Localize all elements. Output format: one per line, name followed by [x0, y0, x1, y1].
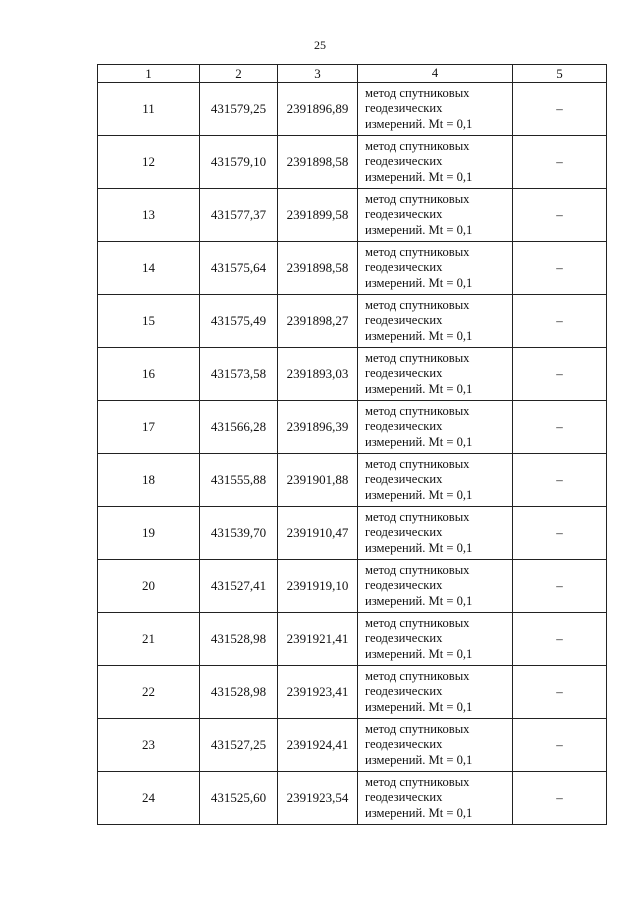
- table-row: [98, 772, 607, 825]
- method-line: геодезических: [365, 525, 443, 540]
- table-header: [98, 65, 607, 83]
- method-line: измерений. Mt = 0,1: [365, 434, 473, 449]
- table-row: [98, 348, 607, 401]
- x-coordinate-cell: 431575,49: [200, 295, 278, 348]
- method-line: измерений. Mt = 0,1: [365, 275, 473, 290]
- method-line: метод спутниковых: [365, 721, 470, 736]
- point-number-cell: 24: [98, 772, 200, 825]
- col5-dash: –: [556, 207, 563, 222]
- col5-dash: –: [556, 790, 563, 805]
- x-coordinate-cell: 431527,41: [200, 560, 278, 613]
- method-cell: [358, 507, 513, 560]
- point-number-cell: 18: [98, 454, 200, 507]
- method-cell: [358, 401, 513, 454]
- col5-cell: [513, 560, 607, 613]
- method-line: измерений. Mt = 0,1: [365, 487, 473, 502]
- table-row: [98, 560, 607, 613]
- point-number-cell: 12: [98, 136, 200, 189]
- col5-dash: –: [556, 737, 563, 752]
- coordinates-table: [97, 64, 607, 825]
- x-coordinate-cell: 431555,88: [200, 454, 278, 507]
- y-coordinate-cell: 2391924,41: [278, 719, 358, 772]
- col5-cell: [513, 348, 607, 401]
- method-cell: [358, 560, 513, 613]
- point-number-cell: 17: [98, 401, 200, 454]
- table-row: [98, 242, 607, 295]
- table-row: [98, 719, 607, 772]
- col5-cell: [513, 772, 607, 825]
- y-coordinate-cell: 2391896,39: [278, 401, 358, 454]
- col5-cell: [513, 295, 607, 348]
- method-line: измерений. Mt = 0,1: [365, 328, 473, 343]
- method-line: геодезических: [365, 472, 443, 487]
- col5-cell: [513, 136, 607, 189]
- col5-cell: [513, 401, 607, 454]
- y-coordinate-cell: 2391898,58: [278, 136, 358, 189]
- method-line: метод спутниковых: [365, 774, 470, 789]
- point-number-cell: 21: [98, 613, 200, 666]
- table-row: [98, 189, 607, 242]
- y-coordinate-cell: 2391919,10: [278, 560, 358, 613]
- method-line: метод спутниковых: [365, 615, 470, 630]
- header-col-1: 1: [98, 65, 200, 83]
- method-line: геодезических: [365, 260, 443, 275]
- point-number-cell: 15: [98, 295, 200, 348]
- point-number-cell: 14: [98, 242, 200, 295]
- method-line: метод спутниковых: [365, 456, 470, 471]
- table-row: [98, 454, 607, 507]
- y-coordinate-cell: 2391910,47: [278, 507, 358, 560]
- point-number-cell: 22: [98, 666, 200, 719]
- col5-cell: [513, 83, 607, 136]
- x-coordinate-cell: 431539,70: [200, 507, 278, 560]
- method-line: измерений. Mt = 0,1: [365, 752, 473, 767]
- point-number-cell: 19: [98, 507, 200, 560]
- table-row: [98, 136, 607, 189]
- y-coordinate-cell: 2391898,58: [278, 242, 358, 295]
- method-line: геодезических: [365, 154, 443, 169]
- method-cell: [358, 613, 513, 666]
- table-row: [98, 295, 607, 348]
- method-line: измерений. Mt = 0,1: [365, 646, 473, 661]
- method-line: метод спутниковых: [365, 297, 470, 312]
- method-line: метод спутниковых: [365, 562, 470, 577]
- method-cell: [358, 242, 513, 295]
- table-row: [98, 613, 607, 666]
- method-line: геодезических: [365, 207, 443, 222]
- method-line: измерений. Mt = 0,1: [365, 381, 473, 396]
- y-coordinate-cell: 2391921,41: [278, 613, 358, 666]
- y-coordinate-cell: 2391901,88: [278, 454, 358, 507]
- y-coordinate-cell: 2391898,27: [278, 295, 358, 348]
- method-line: метод спутниковых: [365, 509, 470, 524]
- method-line: геодезических: [365, 684, 443, 699]
- x-coordinate-cell: 431527,25: [200, 719, 278, 772]
- col5-dash: –: [556, 631, 563, 646]
- point-number-cell: 11: [98, 83, 200, 136]
- x-coordinate-cell: 431528,98: [200, 666, 278, 719]
- x-coordinate-cell: 431525,60: [200, 772, 278, 825]
- method-line: метод спутниковых: [365, 191, 470, 206]
- point-number-cell: 20: [98, 560, 200, 613]
- method-line: измерений. Mt = 0,1: [365, 540, 473, 555]
- col5-cell: [513, 507, 607, 560]
- table-body: [98, 83, 607, 825]
- col5-cell: [513, 242, 607, 295]
- method-line: геодезических: [365, 578, 443, 593]
- col5-dash: –: [556, 366, 563, 381]
- x-coordinate-cell: 431579,10: [200, 136, 278, 189]
- col5-dash: –: [556, 419, 563, 434]
- x-coordinate-cell: 431575,64: [200, 242, 278, 295]
- header-row: [98, 65, 607, 83]
- method-line: метод спутниковых: [365, 85, 470, 100]
- method-line: метод спутниковых: [365, 668, 470, 683]
- header-col-2: 2: [200, 65, 278, 83]
- method-line: измерений. Mt = 0,1: [365, 593, 473, 608]
- method-cell: [358, 189, 513, 242]
- method-line: геодезических: [365, 631, 443, 646]
- y-coordinate-cell: 2391896,89: [278, 83, 358, 136]
- method-line: метод спутниковых: [365, 350, 470, 365]
- method-line: геодезических: [365, 313, 443, 328]
- method-line: измерений. Mt = 0,1: [365, 169, 473, 184]
- method-line: геодезических: [365, 419, 443, 434]
- method-line: геодезических: [365, 101, 443, 116]
- x-coordinate-cell: 431573,58: [200, 348, 278, 401]
- col5-cell: [513, 189, 607, 242]
- x-coordinate-cell: 431579,25: [200, 83, 278, 136]
- y-coordinate-cell: 2391893,03: [278, 348, 358, 401]
- page-number: 25: [314, 38, 326, 52]
- col5-dash: –: [556, 154, 563, 169]
- point-number-cell: 16: [98, 348, 200, 401]
- col5-dash: –: [556, 101, 563, 116]
- method-cell: [358, 772, 513, 825]
- col5-dash: –: [556, 684, 563, 699]
- header-col-3: 3: [278, 65, 358, 83]
- method-cell: [358, 83, 513, 136]
- table-row: [98, 83, 607, 136]
- col5-cell: [513, 666, 607, 719]
- method-line: геодезических: [365, 366, 443, 381]
- method-cell: [358, 295, 513, 348]
- method-line: метод спутниковых: [365, 138, 470, 153]
- method-line: метод спутниковых: [365, 403, 470, 418]
- header-col-4: 4: [358, 65, 513, 83]
- method-line: измерений. Mt = 0,1: [365, 222, 473, 237]
- method-cell: [358, 136, 513, 189]
- col5-dash: –: [556, 260, 563, 275]
- method-cell: [358, 348, 513, 401]
- x-coordinate-cell: 431577,37: [200, 189, 278, 242]
- table-row: [98, 507, 607, 560]
- method-line: геодезических: [365, 737, 443, 752]
- col5-cell: [513, 613, 607, 666]
- y-coordinate-cell: 2391923,54: [278, 772, 358, 825]
- col5-dash: –: [556, 578, 563, 593]
- col5-dash: –: [556, 313, 563, 328]
- point-number-cell: 23: [98, 719, 200, 772]
- col5-dash: –: [556, 525, 563, 540]
- method-line: метод спутниковых: [365, 244, 470, 259]
- table-row: [98, 401, 607, 454]
- method-cell: [358, 666, 513, 719]
- col5-dash: –: [556, 472, 563, 487]
- x-coordinate-cell: 431528,98: [200, 613, 278, 666]
- y-coordinate-cell: 2391899,58: [278, 189, 358, 242]
- y-coordinate-cell: 2391923,41: [278, 666, 358, 719]
- header-col-5: 5: [513, 65, 607, 83]
- x-coordinate-cell: 431566,28: [200, 401, 278, 454]
- method-line: измерений. Mt = 0,1: [365, 805, 473, 820]
- method-line: геодезических: [365, 790, 443, 805]
- method-cell: [358, 454, 513, 507]
- point-number-cell: 13: [98, 189, 200, 242]
- method-line: измерений. Mt = 0,1: [365, 699, 473, 714]
- table-row: [98, 666, 607, 719]
- method-line: измерений. Mt = 0,1: [365, 116, 473, 131]
- col5-cell: [513, 719, 607, 772]
- method-cell: [358, 719, 513, 772]
- col5-cell: [513, 454, 607, 507]
